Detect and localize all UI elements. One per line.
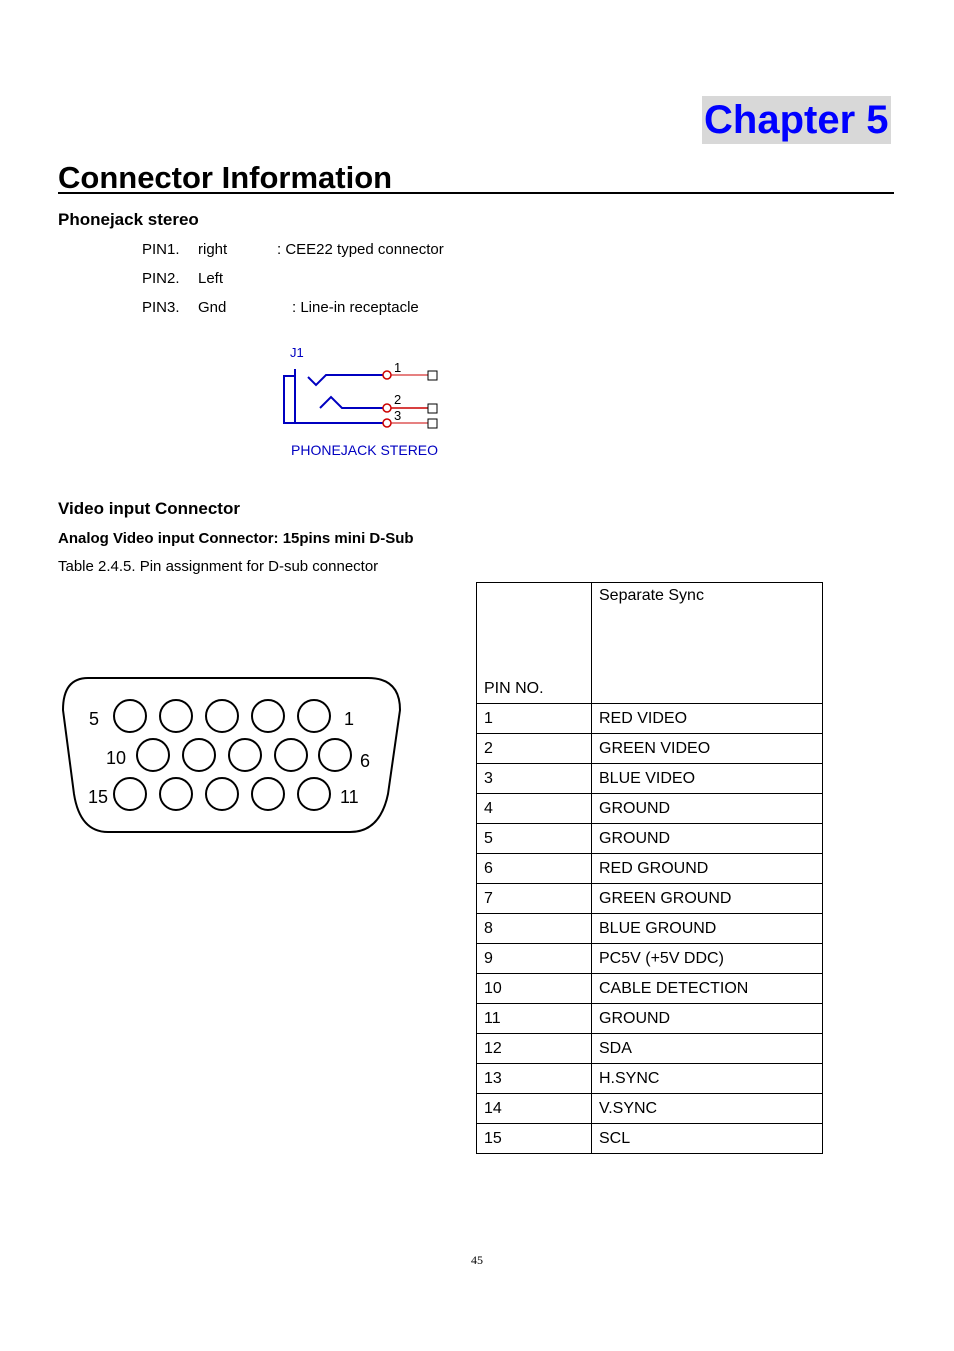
- dsub-connector-diagram: [58, 672, 408, 840]
- signal-cell: SCL: [592, 1124, 823, 1154]
- pin-number-cell: 7: [477, 884, 592, 914]
- pin-number-cell: 1: [477, 704, 592, 734]
- video-subheading: Analog Video input Connector: 15pins mini D-Sub: [58, 530, 414, 547]
- pin-number-cell: 2: [477, 734, 592, 764]
- pin-number-cell: 3: [477, 764, 592, 794]
- pin2-name: Left: [198, 270, 224, 287]
- signal-cell: GREEN VIDEO: [592, 734, 823, 764]
- signal-cell: GROUND: [592, 1004, 823, 1034]
- pin1-terminal: [383, 371, 437, 380]
- signal-cell: CABLE DETECTION: [592, 974, 823, 1004]
- pin1-contact: [308, 375, 387, 385]
- table-row: [477, 794, 823, 824]
- phonejack-schematic: [270, 335, 470, 465]
- pin-number-cell: 9: [477, 944, 592, 974]
- signal-cell: RED VIDEO: [592, 704, 823, 734]
- signal-cell: GROUND: [592, 824, 823, 854]
- pin3-description: : Line-in receptacle: [292, 299, 419, 316]
- pin-number-cell: 10: [477, 974, 592, 1004]
- table-caption: Table 2.4.5. Pin assignment for D-sub connector: [58, 558, 379, 575]
- table-header-row: [477, 583, 823, 704]
- table-row: [477, 824, 823, 854]
- pin3-number: PIN3.: [142, 299, 180, 316]
- pin1-number: PIN1.: [142, 241, 180, 258]
- table-row: [477, 944, 823, 974]
- pin2-label: 2: [394, 392, 402, 407]
- jack-body: [284, 376, 295, 423]
- pin-number-cell: 13: [477, 1064, 592, 1094]
- table-row: [477, 734, 823, 764]
- page-number: 45: [471, 1253, 483, 1267]
- signal-cell: H.SYNC: [592, 1064, 823, 1094]
- pin-number-cell: 12: [477, 1034, 592, 1064]
- dsub-label-mid-left: 10: [106, 748, 127, 768]
- pin-number-cell: 11: [477, 1004, 592, 1034]
- table-row: [477, 914, 823, 944]
- table-row: [477, 854, 823, 884]
- dsub-label-top-right: 1: [344, 709, 355, 729]
- dsub-label-mid-right: 6: [360, 751, 371, 771]
- video-heading: Video input Connector: [58, 499, 240, 518]
- pin3-label: 3: [394, 408, 402, 423]
- pin1-label: 1: [394, 360, 402, 375]
- table-row: [477, 884, 823, 914]
- table-row: [477, 1094, 823, 1124]
- pin3-name: Gnd: [198, 299, 227, 316]
- signal-cell: SDA: [592, 1034, 823, 1064]
- table-row: [477, 1124, 823, 1154]
- pin-number-cell: 5: [477, 824, 592, 854]
- signal-cell: RED GROUND: [592, 854, 823, 884]
- pin2-contact: [320, 397, 387, 408]
- signal-cell: BLUE GROUND: [592, 914, 823, 944]
- pin-number-cell: 14: [477, 1094, 592, 1124]
- table-row: [477, 764, 823, 794]
- pin2-terminal: [383, 404, 437, 413]
- pin-number-cell: 4: [477, 794, 592, 824]
- dsub-label-bottom-left: 15: [88, 787, 109, 807]
- signal-cell: PC5V (+5V DDC): [592, 944, 823, 974]
- pin1-description: : CEE22 typed connector: [277, 241, 444, 258]
- table-row: [477, 1004, 823, 1034]
- pin-number-cell: 8: [477, 914, 592, 944]
- dsub-label-top-left: 5: [89, 709, 100, 729]
- pin-number-cell: 6: [477, 854, 592, 884]
- pin1-name: right: [198, 241, 228, 258]
- dsub-label-bottom-right: 11: [340, 787, 359, 807]
- header-pin-no: PIN NO.: [477, 583, 592, 704]
- signal-cell: GROUND: [592, 794, 823, 824]
- signal-cell: V.SYNC: [592, 1094, 823, 1124]
- signal-cell: GREEN GROUND: [592, 884, 823, 914]
- table-row: [477, 1064, 823, 1094]
- chapter-title: Chapter 5: [704, 98, 889, 142]
- signal-cell: BLUE VIDEO: [592, 764, 823, 794]
- table-row: [477, 704, 823, 734]
- section-title: Connector Information: [58, 158, 894, 194]
- schematic-caption: PHONEJACK STEREO: [291, 442, 439, 458]
- pin3-terminal: [383, 419, 437, 428]
- table-row: [477, 1034, 823, 1064]
- header-separate-sync: Separate Sync: [592, 583, 823, 704]
- pin-number-cell: 15: [477, 1124, 592, 1154]
- table-row: [477, 974, 823, 1004]
- pin2-number: PIN2.: [142, 270, 180, 287]
- pin-assignment-table: [476, 582, 823, 1154]
- phonejack-heading: Phonejack stereo: [58, 210, 199, 229]
- schematic-ref-label: J1: [290, 345, 304, 360]
